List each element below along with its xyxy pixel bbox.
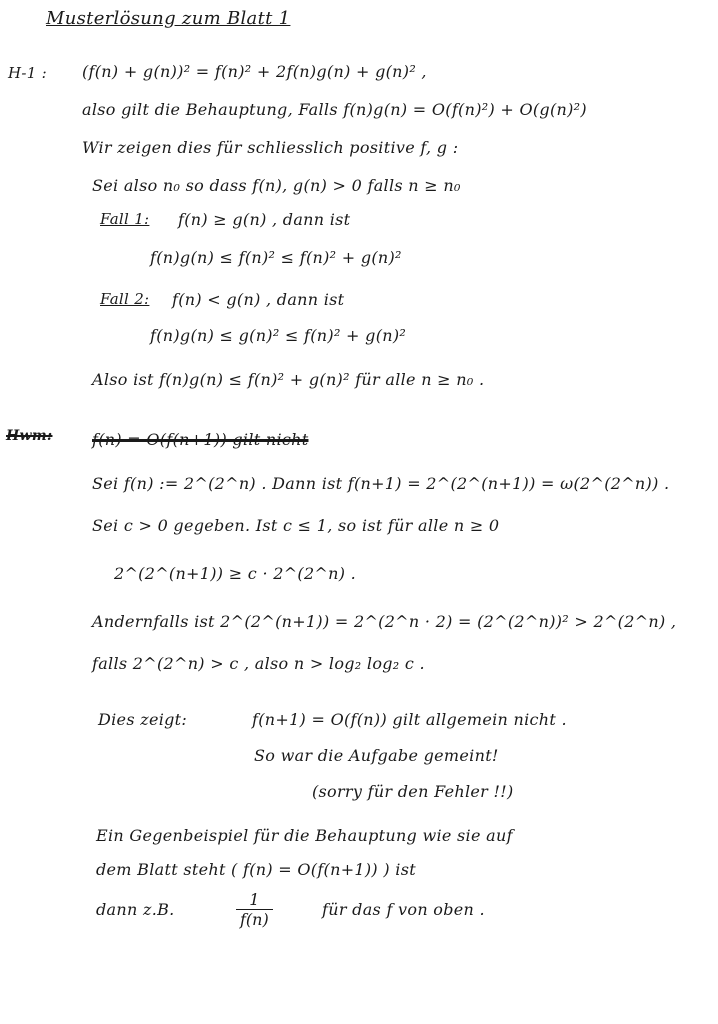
case2-line-2: f(n)g(n) ≤ g(n)² ≤ f(n)² + g(n)² [150, 326, 407, 345]
exercise-label-h1: H-1 : [8, 64, 48, 82]
case1-line-2: f(n)g(n) ≤ f(n)² ≤ f(n)² + g(n)² [150, 248, 402, 267]
h2-line-1: Sei f(n) := 2^(2^n) . Dann ist f(n+1) = 2^(2^(n+1)) = ω(2^(2^n)) . [92, 474, 670, 493]
counter-line-1: Ein Gegenbeispiel für die Behauptung wie sie auf [96, 826, 513, 845]
h1-line-1: (f(n) + g(n))² = f(n)² + 2f(n)g(n) + g(n)² , [82, 62, 427, 81]
shows-line-1: f(n+1) = O(f(n)) gilt allgemein nicht . [252, 710, 567, 729]
h1-line-3: Wir zeigen dies für schliesslich positive f, g : [82, 138, 459, 157]
h2-line-4: Andernfalls ist 2^(2^(n+1)) = 2^(2^n · 2) = (2^(2^n))² > 2^(2^n) , [92, 612, 677, 631]
shows-line-2: So war die Aufgabe gemeint! [254, 746, 499, 765]
fraction-one-over-f [236, 890, 273, 929]
case2-label: Fall 2: [100, 290, 150, 308]
h2-line-3: 2^(2^(n+1)) ≥ c · 2^(2^n) . [114, 564, 357, 583]
case1-label: Fall 1: [100, 210, 150, 228]
counter-line-3-post: für das f von oben . [322, 900, 485, 919]
counter-line-2: dem Blatt steht ( f(n) = O(f(n+1)) ) ist [96, 860, 416, 879]
h2-line-5: falls 2^(2^n) > c , also n > log₂ log₂ c . [92, 654, 425, 673]
h1-line-4: Sei also n₀ so dass f(n), g(n) > 0 falls n ≥ n₀ [92, 176, 461, 195]
struck-statement: f(n) = O(f(n+1)) gilt nicht [92, 430, 309, 449]
h1-conclusion: Also ist f(n)g(n) ≤ f(n)² + g(n)² für alle n ≥ n₀ . [92, 370, 485, 389]
case1-line-1: f(n) ≥ g(n) , dann ist [178, 210, 351, 229]
counter-line-3-pre: dann z.B. [96, 900, 175, 919]
shows-line-3: (sorry für den Fehler !!) [312, 782, 514, 801]
page-title: Musterlösung zum Blatt 1 [46, 8, 291, 29]
h2-line-2: Sei c > 0 gegeben. Ist c ≤ 1, so ist für alle n ≥ 0 [92, 516, 500, 535]
fraction-denominator: f(n) [240, 910, 269, 929]
exercise-label-h2: Hwm: [6, 428, 53, 444]
fraction-numerator: 1 [236, 890, 273, 910]
h1-line-2: also gilt die Behauptung, Falls f(n)g(n) = O(f(n)²) + O(g(n)²) [82, 100, 587, 119]
case2-line-1: f(n) < g(n) , dann ist [172, 290, 345, 309]
shows-label: Dies zeigt: [98, 710, 188, 729]
